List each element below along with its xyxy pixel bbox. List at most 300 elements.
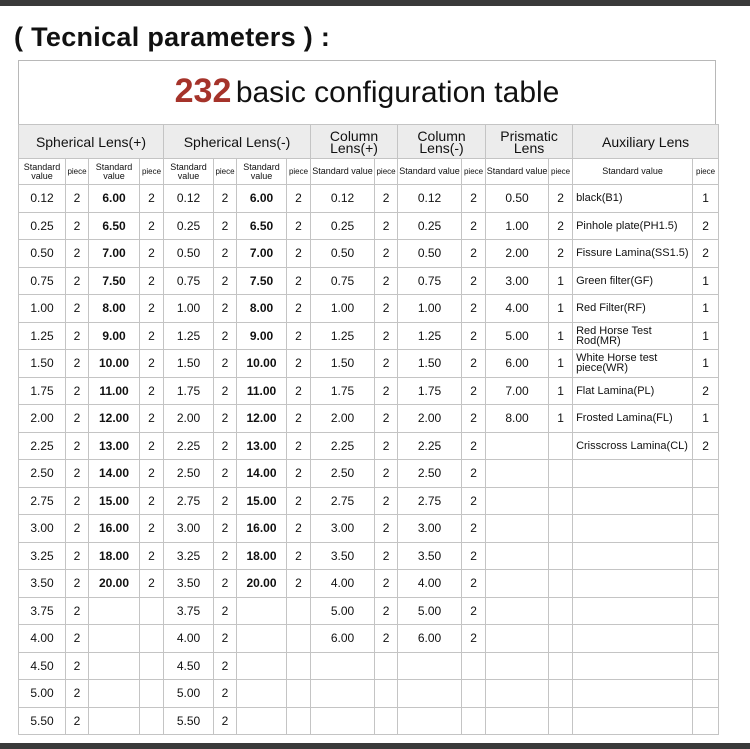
piece-count-cell: 2 [287,542,311,570]
banner-text: basic configuration table [235,76,560,109]
standard-value-cell: 3.00 [164,515,214,543]
piece-count-cell: 2 [462,185,486,213]
piece-count-cell: 2 [462,377,486,405]
standard-value-cell: 4.00 [19,625,66,653]
standard-value-cell: 12.00 [89,405,140,433]
standard-value-cell: 3.25 [164,542,214,570]
standard-value-cell: 0.50 [398,240,462,268]
standard-value-cell: 7.00 [89,240,140,268]
piece-count-cell: 2 [66,295,89,323]
piece-count-cell: 1 [693,185,719,213]
standard-value-cell: 3.25 [19,542,66,570]
piece-count-cell: 2 [66,570,89,598]
piece-count-cell: 2 [214,542,237,570]
standard-value-cell: 12.00 [237,405,287,433]
empty-cell [398,707,462,735]
standard-value-cell: 1.75 [164,377,214,405]
standard-value-cell: 2.25 [311,432,375,460]
piece-count-cell: 1 [549,267,573,295]
empty-cell [375,680,398,708]
empty-cell [573,625,693,653]
piece-header: piece [287,159,311,185]
empty-cell [287,625,311,653]
piece-count-cell: 2 [462,597,486,625]
piece-count-cell: 2 [214,377,237,405]
piece-count-cell: 2 [140,185,164,213]
piece-count-cell: 2 [214,432,237,460]
standard-value-cell: 2.00 [19,405,66,433]
piece-count-cell: 2 [375,322,398,350]
table-row [19,212,719,240]
empty-cell [287,680,311,708]
table-row [19,460,719,488]
piece-header: piece [549,159,573,185]
table-row [19,432,719,460]
standard-value-cell: 6.50 [237,212,287,240]
standard-value-cell: 0.25 [398,212,462,240]
piece-count-cell: 2 [375,432,398,460]
standard-value-cell: 1.00 [19,295,66,323]
piece-count-cell: 2 [375,377,398,405]
standard-value-cell: 2.50 [311,460,375,488]
empty-cell [237,625,287,653]
aux-item-name: black(B1) [573,185,693,213]
piece-count-cell: 1 [549,295,573,323]
piece-count-cell: 2 [375,487,398,515]
empty-cell [549,707,573,735]
empty-cell [462,707,486,735]
piece-count-cell: 2 [287,212,311,240]
piece-count-cell: 2 [462,625,486,653]
standard-value-cell: 6.00 [311,625,375,653]
piece-count-cell: 2 [214,212,237,240]
piece-count-cell: 2 [214,597,237,625]
sub-header-row [19,159,719,185]
group-sph-plus: Spherical Lens(+) [19,125,164,159]
table-row [19,570,719,598]
empty-cell [549,625,573,653]
piece-count-cell: 2 [140,542,164,570]
standard-value-cell: 8.00 [486,405,549,433]
piece-count-cell: 2 [462,542,486,570]
piece-count-cell: 1 [693,350,719,378]
piece-count-cell: 2 [462,322,486,350]
piece-count-cell: 1 [693,405,719,433]
banner-number: 232 [174,72,232,110]
standard-value-cell: 13.00 [89,432,140,460]
standard-value-cell: 5.50 [164,707,214,735]
standard-value-cell: 0.75 [398,267,462,295]
standard-value-cell: 4.00 [164,625,214,653]
piece-count-cell: 2 [375,542,398,570]
piece-count-cell: 2 [462,212,486,240]
piece-count-cell: 2 [66,680,89,708]
standard-value-cell: 4.00 [486,295,549,323]
empty-cell [140,652,164,680]
standard-value-cell: 1.25 [19,322,66,350]
standard-value-cell: 1.00 [486,212,549,240]
piece-count-cell: 2 [287,377,311,405]
empty-cell [486,515,549,543]
standard-value-cell: 0.75 [19,267,66,295]
standard-value-cell: 0.12 [164,185,214,213]
standard-value-cell: 3.00 [398,515,462,543]
standard-value-cell: 4.50 [164,652,214,680]
standard-value-cell: 3.50 [19,570,66,598]
piece-count-cell: 2 [375,185,398,213]
standard-value-cell: 2.00 [398,405,462,433]
piece-count-cell: 2 [693,240,719,268]
standard-value-cell: 1.75 [398,377,462,405]
page-title: ( Tecnical parameters ) : [14,22,331,52]
piece-count-cell: 2 [375,570,398,598]
standard-value-cell: 5.00 [19,680,66,708]
standard-value-cell: 5.00 [398,597,462,625]
empty-cell [693,487,719,515]
empty-cell [287,652,311,680]
standard-value-cell: 9.00 [237,322,287,350]
piece-count-cell: 2 [462,515,486,543]
standard-value-cell: 3.50 [311,542,375,570]
piece-count-cell: 2 [214,295,237,323]
empty-cell [549,597,573,625]
empty-cell [486,625,549,653]
standard-value-cell: 7.00 [237,240,287,268]
standard-value-cell: 0.50 [164,240,214,268]
piece-count-cell: 2 [214,267,237,295]
aux-item-name: Green filter(GF) [573,267,693,295]
piece-count-cell: 2 [549,240,573,268]
standard-value-cell: 2.75 [164,487,214,515]
piece-count-cell: 2 [214,240,237,268]
piece-count-cell: 2 [140,267,164,295]
standard-value-cell: 6.50 [89,212,140,240]
standard-value-cell: 2.50 [19,460,66,488]
standard-value-cell: 10.00 [89,350,140,378]
table-row [19,185,719,213]
piece-count-cell: 2 [214,487,237,515]
piece-count-cell: 2 [287,515,311,543]
standard-value-cell: 3.75 [19,597,66,625]
piece-count-cell: 2 [462,405,486,433]
empty-cell [311,680,375,708]
standard-value-cell: 9.00 [89,322,140,350]
table-row [19,295,719,323]
piece-count-cell: 2 [287,432,311,460]
standard-value-cell: 3.50 [164,570,214,598]
piece-count-cell: 2 [66,487,89,515]
piece-count-cell: 2 [549,212,573,240]
standard-value-cell: 0.12 [19,185,66,213]
piece-count-cell: 2 [66,597,89,625]
empty-cell [486,432,549,460]
empty-cell [549,652,573,680]
piece-count-cell: 2 [287,405,311,433]
empty-cell [140,707,164,735]
piece-count-cell: 2 [693,377,719,405]
standard-value-cell: 5.50 [19,707,66,735]
piece-count-cell: 1 [693,322,719,350]
standard-value-cell: 1.75 [19,377,66,405]
table-row [19,322,719,350]
piece-count-cell: 2 [214,405,237,433]
piece-count-cell: 2 [140,377,164,405]
piece-count-cell: 2 [66,267,89,295]
empty-cell [549,487,573,515]
standard-value-cell: 18.00 [237,542,287,570]
aux-item-name: White Horse test piece(WR) [573,350,693,378]
table-row [19,515,719,543]
empty-cell [549,542,573,570]
piece-header: piece [214,159,237,185]
standard-value-cell: 1.00 [398,295,462,323]
group-sph-minus: Spherical Lens(-) [164,125,311,159]
piece-count-cell: 2 [66,542,89,570]
piece-count-cell: 2 [140,350,164,378]
table-row [19,240,719,268]
table-row [19,625,719,653]
aux-item-name: Flat Lamina(PL) [573,377,693,405]
piece-count-cell: 2 [287,460,311,488]
standard-value-cell: 0.12 [398,185,462,213]
empty-cell [573,515,693,543]
table-row [19,652,719,680]
standard-value-cell: 1.75 [311,377,375,405]
empty-cell [237,707,287,735]
standard-value-cell: 1.00 [311,295,375,323]
empty-cell [693,515,719,543]
piece-count-cell: 2 [66,460,89,488]
standard-value-cell: 3.00 [19,515,66,543]
empty-cell [573,652,693,680]
top-border-bar [0,0,750,6]
standard-value-cell: 0.12 [311,185,375,213]
standard-value-header: Standard value [311,159,375,185]
standard-value-cell: 4.00 [398,570,462,598]
empty-cell [573,570,693,598]
table-row [19,707,719,735]
standard-value-cell: 3.50 [398,542,462,570]
piece-count-cell: 2 [287,350,311,378]
standard-value-cell: 16.00 [237,515,287,543]
group-col-plus: Column Lens(+) [311,125,398,159]
empty-cell [693,597,719,625]
piece-count-cell: 2 [214,322,237,350]
standard-value-cell: 15.00 [237,487,287,515]
piece-count-cell: 2 [66,185,89,213]
empty-cell [549,515,573,543]
empty-cell [549,570,573,598]
standard-value-cell: 20.00 [89,570,140,598]
piece-count-cell: 2 [66,240,89,268]
empty-cell [398,680,462,708]
piece-count-cell: 2 [375,597,398,625]
piece-count-cell: 2 [287,240,311,268]
standard-value-cell: 2.25 [398,432,462,460]
piece-count-cell: 2 [287,295,311,323]
standard-value-cell: 3.00 [311,515,375,543]
empty-cell [140,597,164,625]
bottom-border-bar [0,743,750,749]
standard-value-cell: 0.50 [311,240,375,268]
piece-count-cell: 2 [214,625,237,653]
standard-value-cell: 5.00 [311,597,375,625]
standard-value-cell: 1.25 [311,322,375,350]
piece-count-cell: 2 [66,625,89,653]
empty-cell [237,680,287,708]
standard-value-cell: 16.00 [89,515,140,543]
piece-count-cell: 2 [375,295,398,323]
piece-count-cell: 2 [214,707,237,735]
empty-cell [486,680,549,708]
piece-count-cell: 2 [462,240,486,268]
table-body [19,185,719,735]
empty-cell [693,707,719,735]
piece-count-cell: 1 [549,377,573,405]
empty-cell [549,460,573,488]
empty-cell [573,460,693,488]
piece-count-cell: 1 [549,322,573,350]
piece-count-cell: 2 [66,377,89,405]
empty-cell [693,570,719,598]
empty-cell [486,707,549,735]
piece-count-cell: 2 [140,515,164,543]
piece-count-cell: 1 [693,267,719,295]
empty-cell [462,680,486,708]
empty-cell [287,597,311,625]
piece-count-cell: 2 [693,212,719,240]
group-prism: Prismatic Lens [486,125,573,159]
piece-count-cell: 2 [214,570,237,598]
piece-count-cell: 2 [66,515,89,543]
piece-count-cell: 2 [462,350,486,378]
empty-cell [693,625,719,653]
standard-value-cell: 2.25 [19,432,66,460]
piece-count-cell: 2 [462,570,486,598]
piece-count-cell: 2 [549,185,573,213]
standard-value-cell: 18.00 [89,542,140,570]
aux-item-name: Crisscross Lamina(CL) [573,432,693,460]
standard-value-cell: 2.50 [164,460,214,488]
empty-cell [549,432,573,460]
table-banner [18,60,716,124]
piece-count-cell: 1 [693,295,719,323]
piece-count-cell: 2 [462,460,486,488]
piece-count-cell: 2 [140,432,164,460]
piece-count-cell: 2 [140,405,164,433]
empty-cell [573,597,693,625]
empty-cell [237,597,287,625]
standard-value-header: Standard value [573,159,693,185]
empty-cell [398,652,462,680]
empty-cell [573,680,693,708]
piece-count-cell: 2 [375,405,398,433]
standard-value-cell: 0.25 [164,212,214,240]
table-row [19,487,719,515]
piece-count-cell: 2 [140,295,164,323]
empty-cell [89,597,140,625]
empty-cell [140,680,164,708]
standard-value-cell: 0.25 [19,212,66,240]
empty-cell [693,680,719,708]
standard-value-cell: 6.00 [486,350,549,378]
piece-count-cell: 2 [287,185,311,213]
standard-value-cell: 7.50 [237,267,287,295]
empty-cell [237,652,287,680]
standard-value-cell: 15.00 [89,487,140,515]
standard-value-header: Standard value [19,159,66,185]
empty-cell [375,652,398,680]
piece-header: piece [140,159,164,185]
standard-value-cell: 1.25 [164,322,214,350]
standard-value-cell: 6.00 [398,625,462,653]
standard-value-header: Standard value [237,159,287,185]
piece-count-cell: 2 [375,515,398,543]
standard-value-cell: 0.75 [164,267,214,295]
piece-count-cell: 2 [375,625,398,653]
piece-count-cell: 2 [66,322,89,350]
table-row [19,350,719,378]
standard-value-cell: 20.00 [237,570,287,598]
standard-value-cell: 8.00 [237,295,287,323]
standard-value-cell: 14.00 [237,460,287,488]
aux-item-name: Frosted Lamina(FL) [573,405,693,433]
standard-value-cell: 11.00 [237,377,287,405]
standard-value-cell: 1.25 [398,322,462,350]
piece-header: piece [462,159,486,185]
piece-count-cell: 2 [462,295,486,323]
piece-count-cell: 2 [214,185,237,213]
piece-count-cell: 2 [140,240,164,268]
piece-count-cell: 1 [549,405,573,433]
configuration-table [18,124,719,735]
group-aux: Auxiliary Lens [573,125,719,159]
standard-value-cell: 7.00 [486,377,549,405]
aux-item-name: Fissure Lamina(SS1.5) [573,240,693,268]
standard-value-cell: 2.25 [164,432,214,460]
empty-cell [311,652,375,680]
standard-value-cell: 0.50 [486,185,549,213]
piece-count-cell: 2 [140,487,164,515]
piece-count-cell: 2 [287,487,311,515]
standard-value-cell: 13.00 [237,432,287,460]
standard-value-cell: 4.00 [311,570,375,598]
standard-value-cell: 14.00 [89,460,140,488]
standard-value-cell: 5.00 [486,322,549,350]
empty-cell [573,542,693,570]
standard-value-cell: 0.50 [19,240,66,268]
standard-value-cell: 8.00 [89,295,140,323]
piece-count-cell: 2 [66,707,89,735]
piece-count-cell: 2 [462,267,486,295]
piece-count-cell: 1 [549,350,573,378]
empty-cell [693,542,719,570]
piece-count-cell: 2 [140,212,164,240]
table-row [19,542,719,570]
empty-cell [486,542,549,570]
aux-item-name: Pinhole plate(PH1.5) [573,212,693,240]
piece-count-cell: 2 [214,350,237,378]
table-row [19,680,719,708]
table-row [19,377,719,405]
piece-count-cell: 2 [287,267,311,295]
piece-count-cell: 2 [66,405,89,433]
empty-cell [89,625,140,653]
aux-item-name: Red Horse Test Rod(MR) [573,322,693,350]
piece-count-cell: 2 [140,322,164,350]
piece-count-cell: 2 [462,432,486,460]
empty-cell [140,625,164,653]
